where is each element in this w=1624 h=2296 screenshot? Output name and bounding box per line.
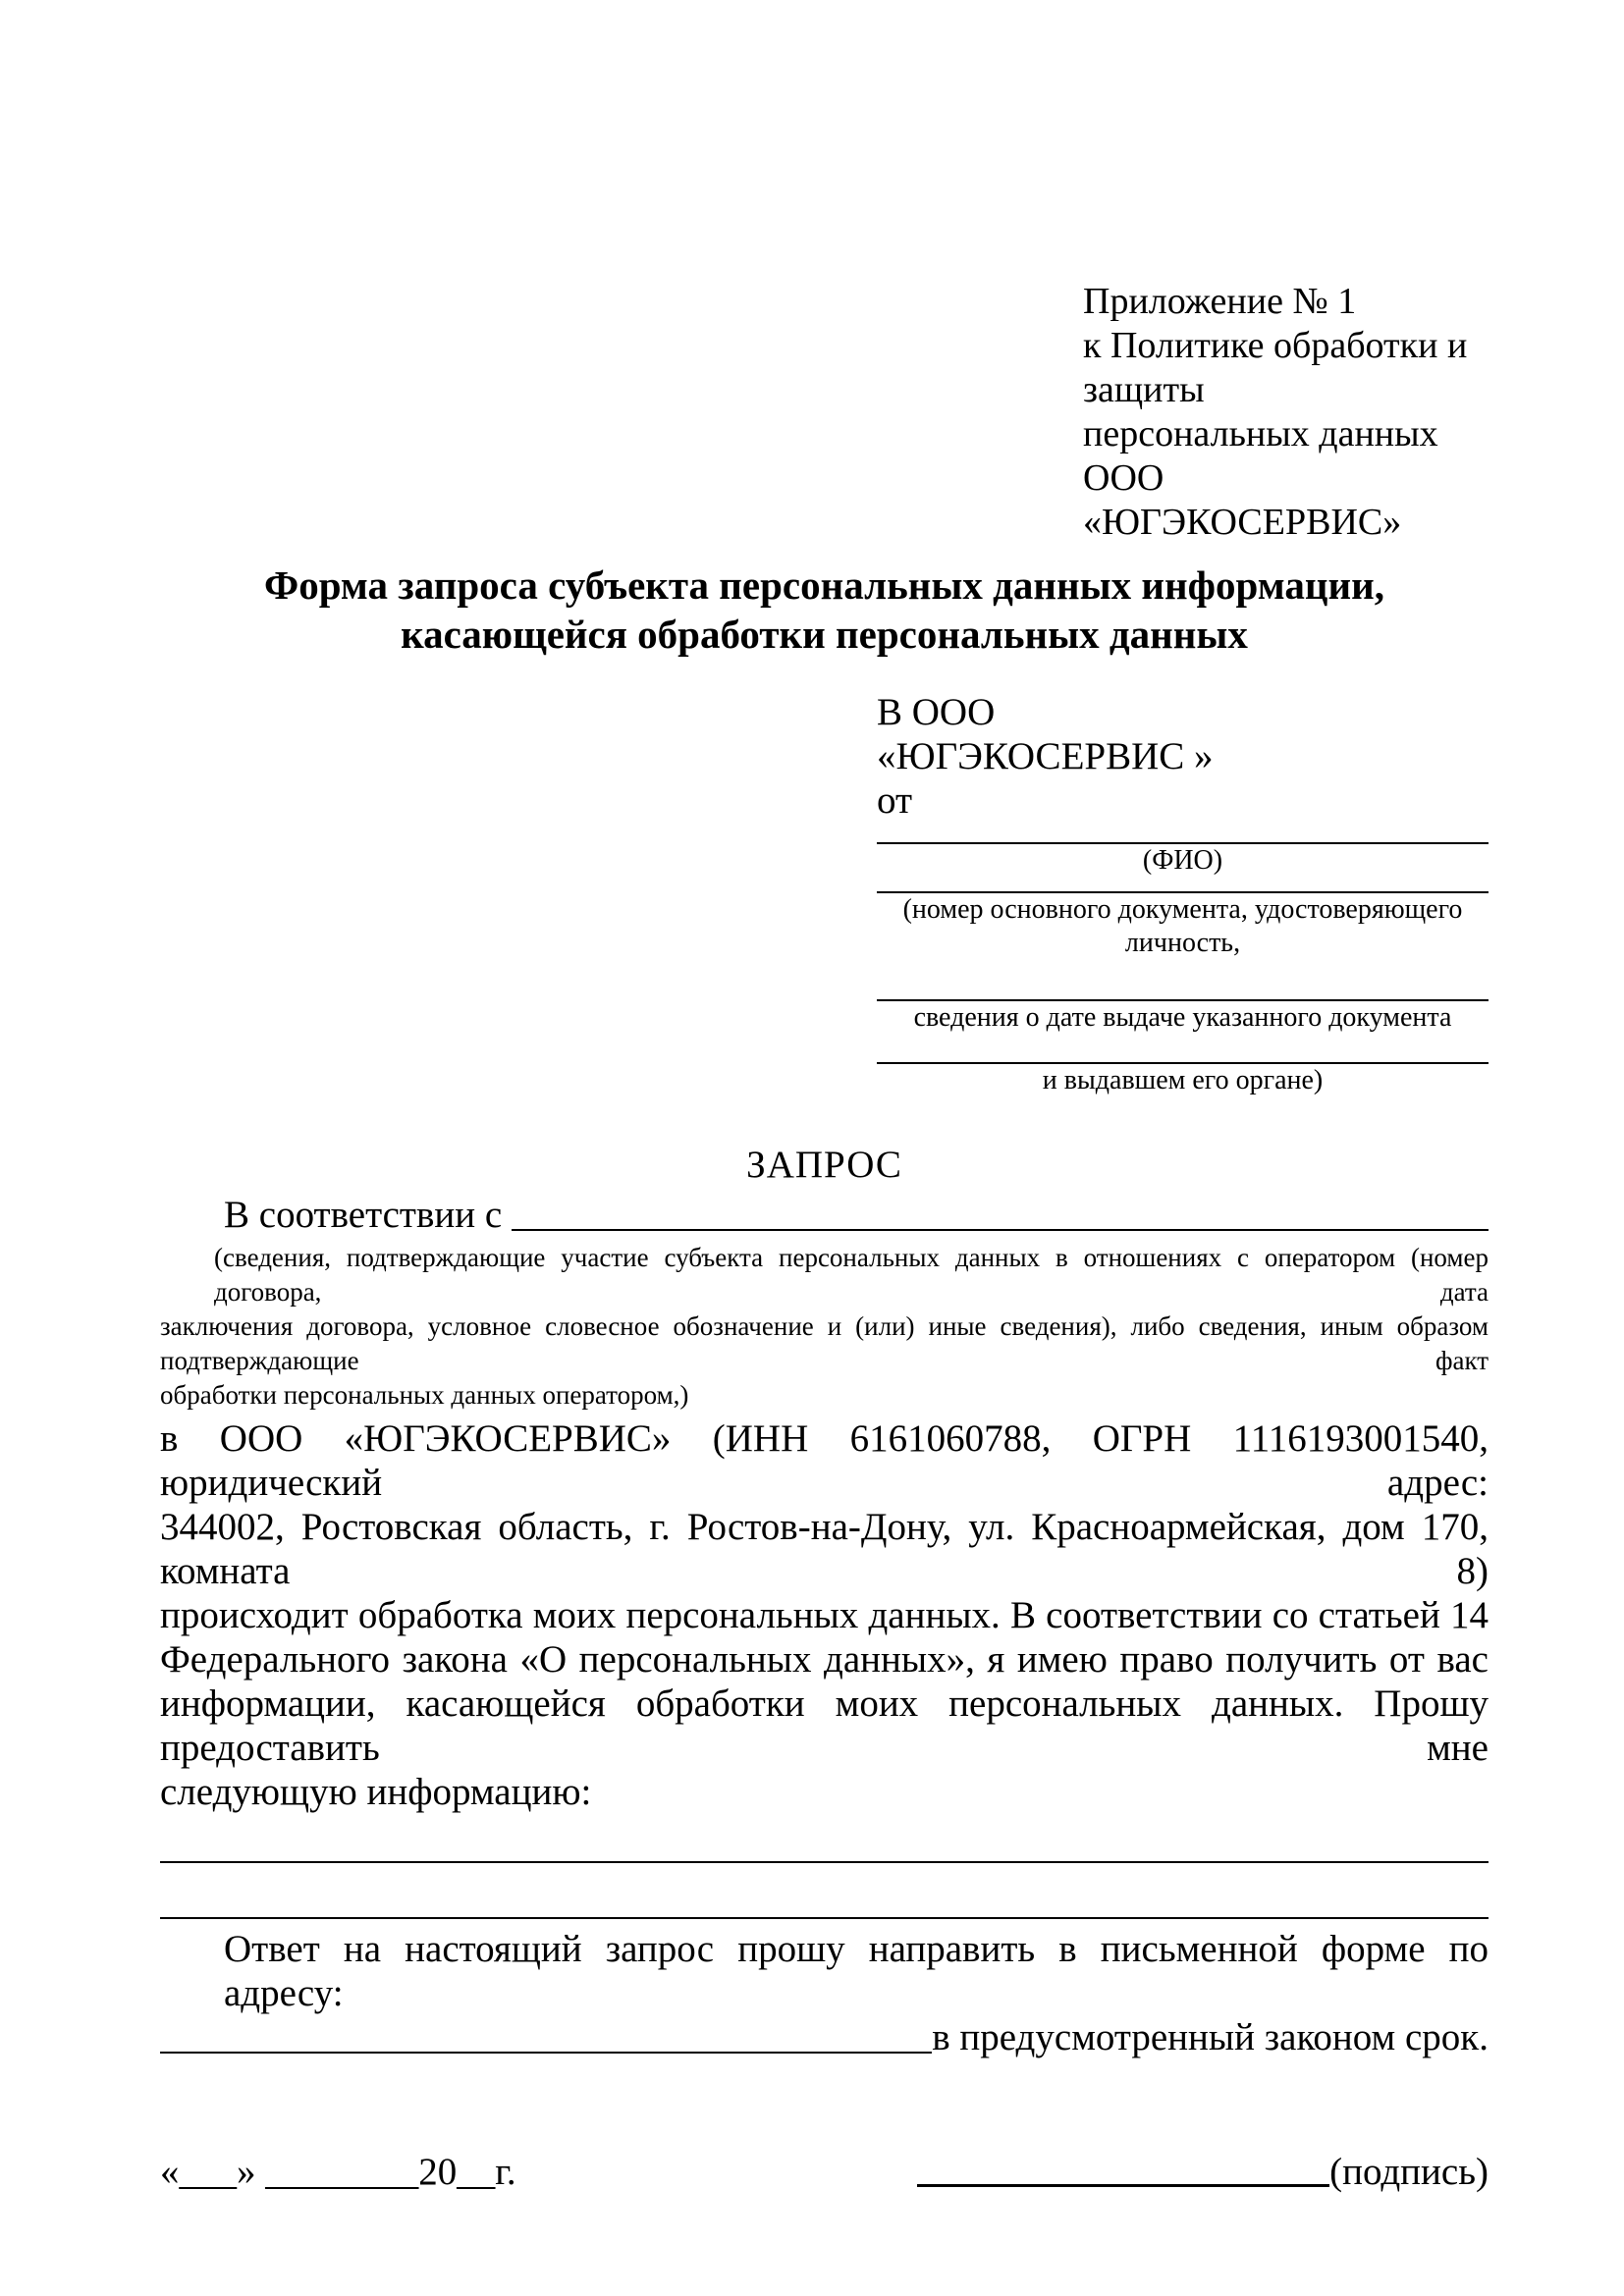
information-blank-line	[160, 1917, 1489, 1919]
body-line: в ООО «ЮГЭКОСЕРВИС» (ИНН 6161060788, ОГРН 1116193001540, юридический адрес:	[160, 1417, 1489, 1504]
addressee-block	[877, 690, 1489, 1097]
body-line: происходит обработка моих персональных данных. В соответствии со статьей 14	[160, 1594, 1489, 1636]
note-line: обработки персональных данных оператором,)	[160, 1380, 689, 1410]
accordance-row	[160, 1193, 1489, 1237]
reply-request-line: Ответ на настоящий запрос прошу направить в письменной форме по адресу:	[224, 1928, 1489, 2014]
body-line: 344002, Ростовская область, г. Ростов-на-Дону, ул. Красноармейская, дом 170, комната 8)	[160, 1506, 1489, 1592]
date-blank-text: «___» ________20__г.	[160, 2151, 516, 2193]
accordance-blank-line	[512, 1229, 1489, 1231]
signature-blank-line	[917, 2184, 1329, 2187]
appendix-line: к Политике обработки и защиты	[1083, 325, 1468, 410]
note-line: заключения договора, условное словесное обозначение и (или) иные сведения), либо сведения, иным образом подтверждающие факт	[160, 1311, 1489, 1375]
reply-address-row	[160, 2015, 1489, 2059]
accordance-prefix: В соответствии с	[224, 1194, 503, 1236]
page-title: Форма запроса субъекта персональных данных информации, касающейся обработки персональных данных	[264, 562, 1384, 657]
information-blank-line	[160, 1861, 1489, 1863]
signature-row	[160, 2150, 1489, 2194]
appendix-line: персональных данных	[1083, 413, 1438, 454]
fio-caption: (ФИО)	[1142, 845, 1223, 876]
note-line: (сведения, подтверждающие участие субъекта персональных данных в отношениях с оператором (номер договора, дата	[214, 1243, 1489, 1307]
body-line: следующую информацию:	[160, 1771, 592, 1813]
issuing-authority-caption: и выдавшем его органе)	[1042, 1065, 1324, 1095]
appendix-line: Приложение № 1	[1083, 281, 1357, 322]
body-paragraph	[160, 1416, 1489, 1814]
accordance-note	[160, 1241, 1489, 1413]
issue-date-caption: сведения о дате выдаче указанного документа	[913, 1002, 1452, 1033]
reply-deadline-text: в предусмотренный законом срок.	[932, 2016, 1489, 2058]
document-number-caption: (номер основного документа, удостоверяющего личность,	[902, 894, 1463, 958]
addressee-org-line: В ООО	[877, 691, 996, 733]
signature-caption: (подпись)	[1329, 2151, 1489, 2193]
body-line: Федерального закона «О персональных данных», я имею право получить от вас	[160, 1638, 1489, 1681]
appendix-line: ООО «ЮГЭКОСЕРВИС»	[1083, 457, 1402, 543]
signature-block	[917, 2150, 1489, 2194]
addressee-org-line: «ЮГЭКОСЕРВИС »	[877, 735, 1214, 777]
address-blank-line	[160, 2052, 932, 2054]
request-heading: ЗАПРОС	[746, 1144, 902, 1186]
body-line: информации, касающейся обработки моих персональных данных. Прошу предоставить мне	[160, 1682, 1489, 1769]
appendix-block	[1083, 280, 1489, 545]
addressee-from-label: от	[877, 779, 913, 822]
